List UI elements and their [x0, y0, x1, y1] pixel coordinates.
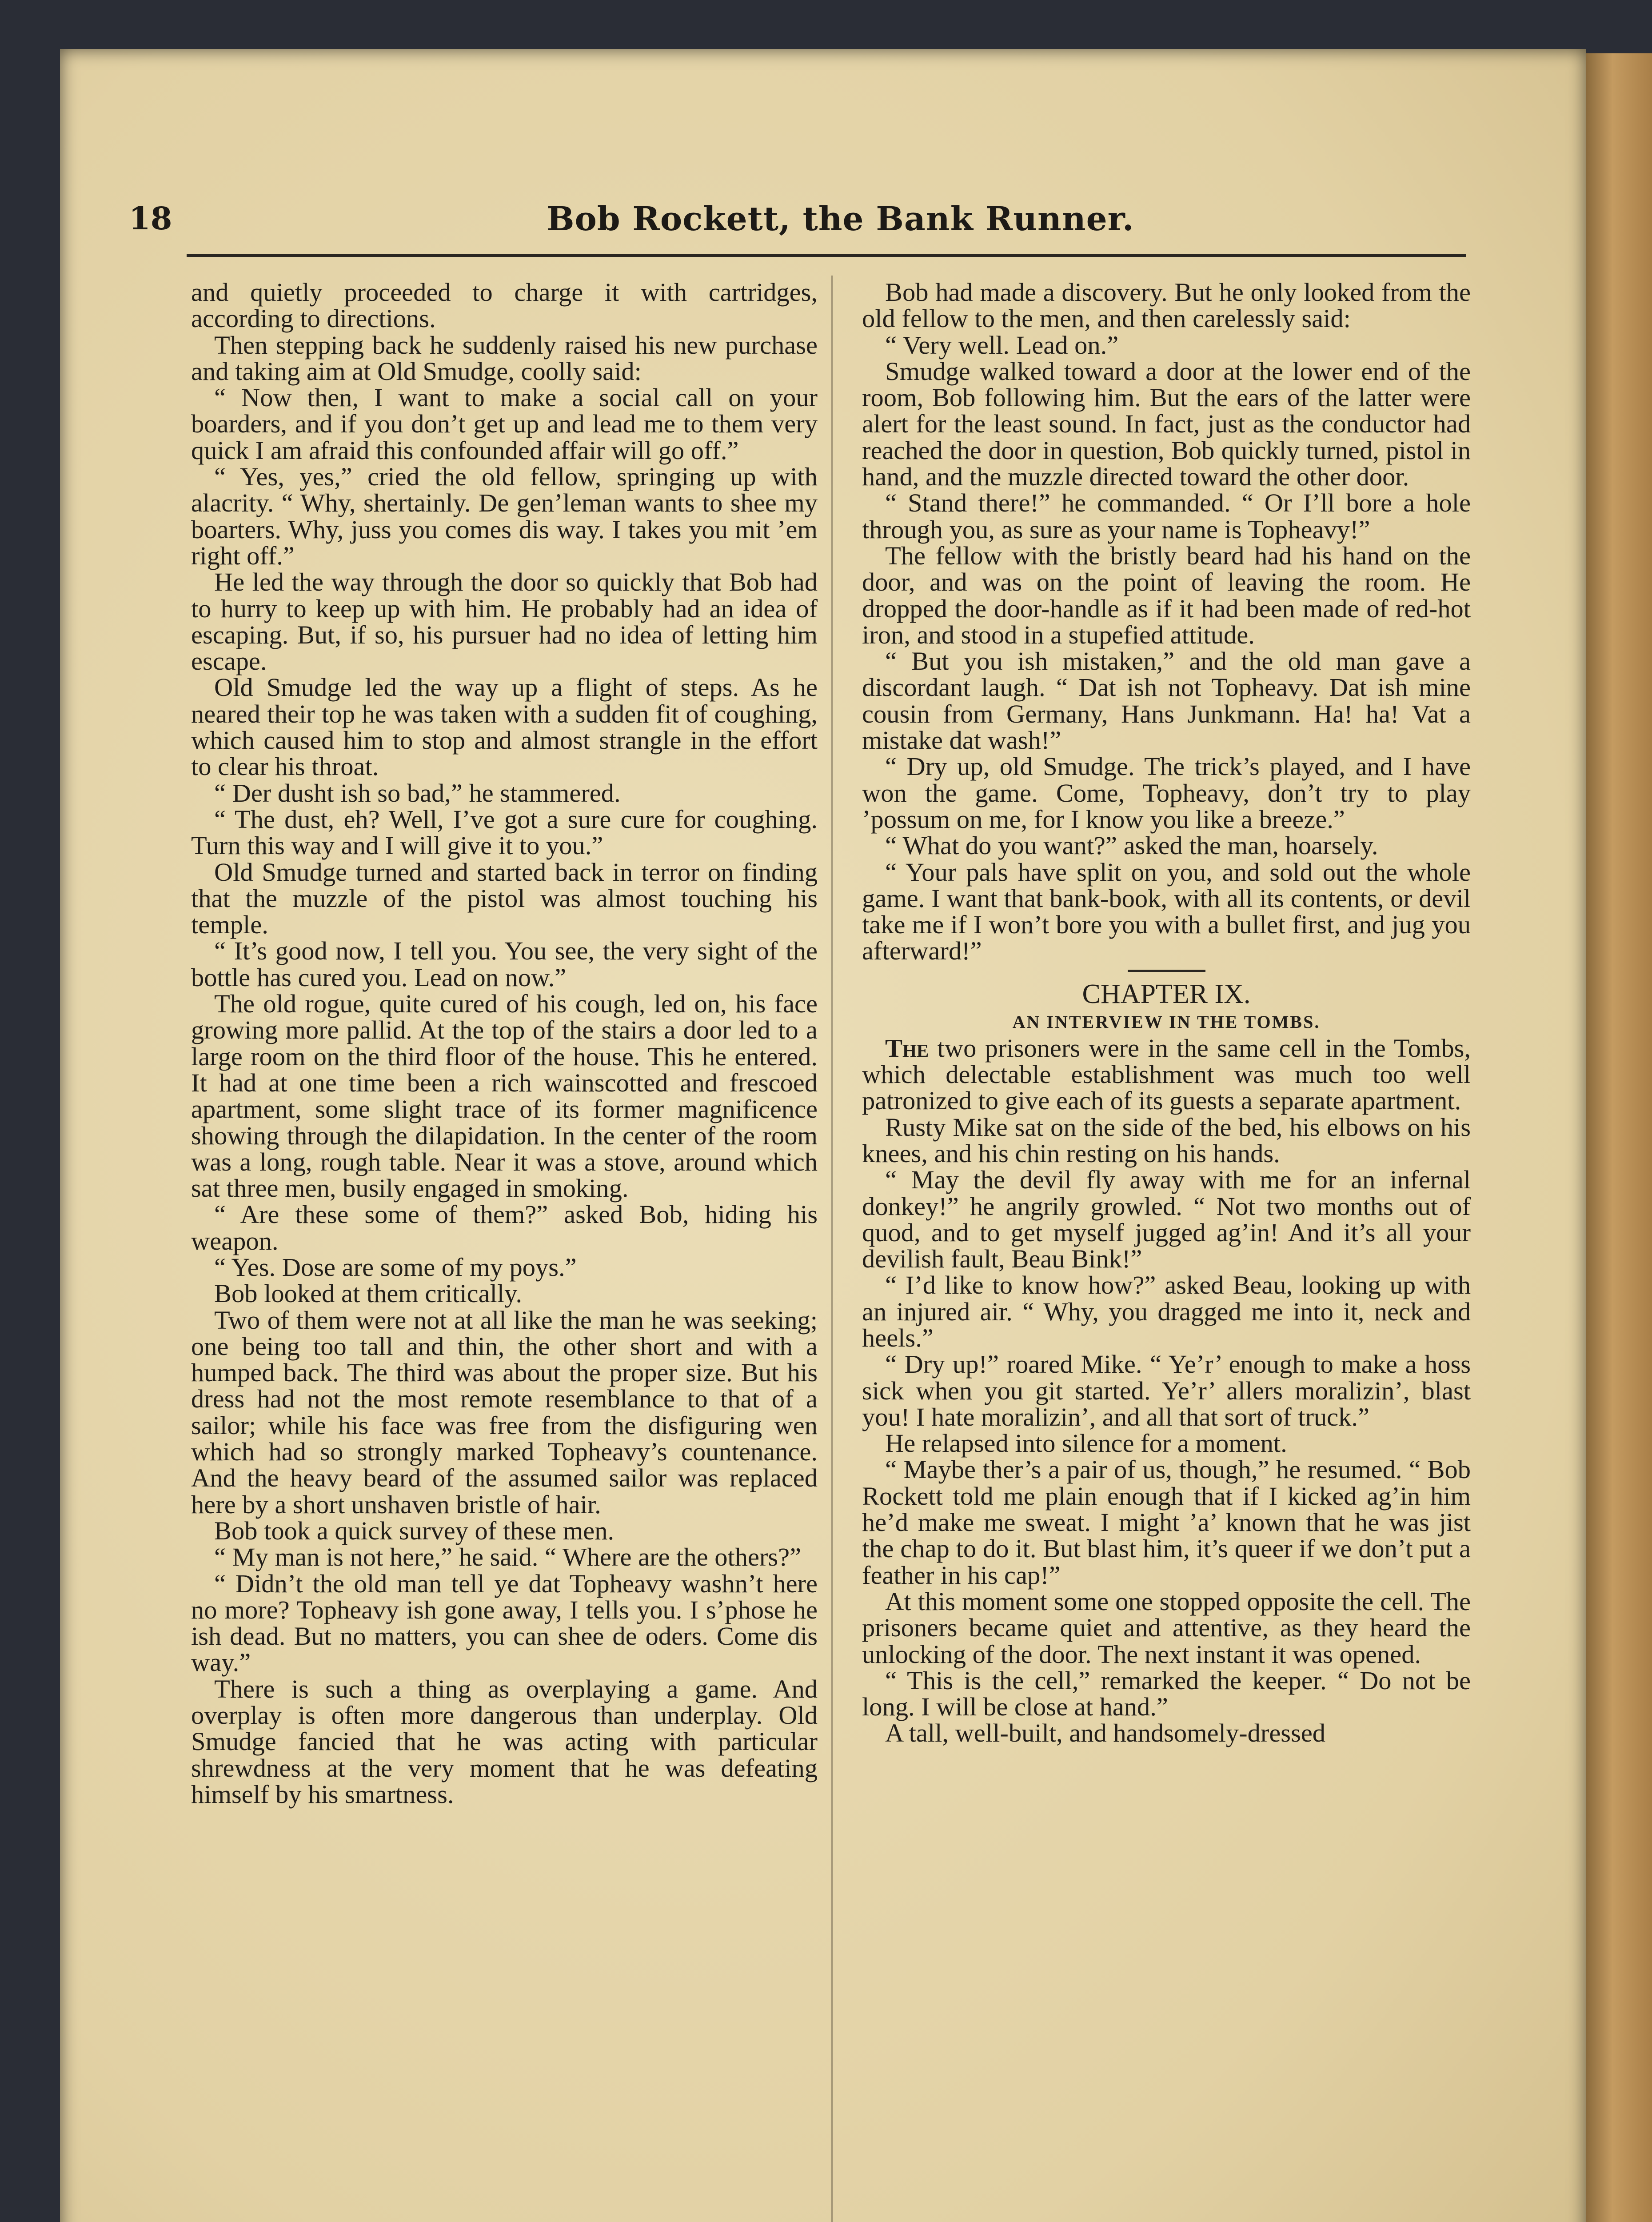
- chapter-lead-word: The: [885, 1033, 929, 1063]
- paragraph: Smudge walked toward a door at the lower end of the room, Bob following him. But the ears of the latter were alert for the least sound. In fact, just as the conductor had reached the door in question, Bob quickly turned, pistol in hand, and the muzzle directed toward the other door.: [862, 356, 1471, 492]
- paragraph: Old Smudge led the way up a flight of steps. As he neared their top he was taken with a sudden fit of coughing, which caused him to stop and almost strangle in the effort to clear his throat.: [191, 673, 818, 781]
- right-column: [862, 279, 1471, 1746]
- paragraph: “ I’d like to know how?” asked Beau, looking up with an injured air. “ Why, you dragged me into it, neck and heels.”: [862, 1271, 1471, 1352]
- paragraph: Then stepping back he suddenly raised his new purchase and taking aim at Old Smudge, coolly said:: [191, 330, 818, 386]
- paragraph: “ Dry up!” roared Mike. “ Ye’r’ enough to make a hoss sick when you git started. Ye’r’ allers moralizin’, blast you! I hate moralizin’, and all that sort of truck.”: [862, 1350, 1471, 1431]
- paragraph: There is such a thing as overplaying a game. And overplay is often more dangerous than underplay. Old Smudge fancied that he was acting with particular shrewdness at the very moment that he was defeating himself by his smartness.: [191, 1674, 818, 1809]
- paragraph: “ Yes, yes,” cried the old fellow, springing up with alacrity. “ Why, shertainly. De gen’leman wants to shee my boarters. Why, juss you comes dis way. I takes you mit ’em right off.”: [191, 462, 818, 570]
- paragraph: Two of them were not at all like the man he was seeking; one being too tall and thin, the other short and with a humped back. The third was about the proper size. But his dress had not the most remote resemblance to that of a sailor; while his face was free from the disfiguring wen which had so strongly marked Topheavy’s countenance. And the heavy beard of the assumed sailor was replaced here by a short unshaven bristle of hair.: [191, 1305, 818, 1519]
- paragraph: The fellow with the bristly beard had his hand on the door, and was on the point of leaving the room. He dropped the door-handle as if it had been made of red-hot iron, and stood in a stupefied attitude.: [862, 541, 1471, 649]
- paragraph: Bob looked at them critically.: [214, 1279, 523, 1308]
- page-number: 18: [129, 200, 172, 237]
- paragraph: “ The dust, eh? Well, I’ve got a sure cure for coughing. Turn this way and I will give it to you.”: [191, 804, 818, 860]
- paragraph: “ What do you want?” asked the man, hoarsely.: [885, 831, 1378, 860]
- chapter-first-paragraph: [862, 1035, 1471, 1114]
- header-rule: [187, 254, 1466, 257]
- paragraph: “ It’s good now, I tell you. You see, the very sight of the bottle has cured you. Lead on now.”: [191, 936, 818, 992]
- paragraph: “ Didn’t the old man tell ye dat Topheavy washn’t here no more? Topheavy ish gone away, I tells you. I s’phose he ish dead. But no matters, you can shee de oders. Come dis way.”: [191, 1569, 818, 1677]
- facing-page-edge: [1586, 53, 1652, 2222]
- right-column-after-chapter: [862, 1114, 1471, 1746]
- paragraph: At this moment some one stopped opposite the cell. The prisoners became quiet and attentive, as they heard the unlocking of the door. The next instant it was opened.: [862, 1587, 1471, 1669]
- chapter-first-paragraph-text: two prisoners were in the same cell in the Tombs, which delectable establishment was much too well patronized to give each of its guests a separate apartment.: [862, 1033, 1471, 1115]
- paragraph: “ But you ish mistaken,” and the old man gave a discordant laugh. “ Dat ish not Topheavy. Dat ish mine cousin from Germany, Hans Junkmann. Ha! ha! Vat a mistake dat wash!”: [862, 647, 1471, 755]
- paragraph: A tall, well-built, and handsomely-dressed: [885, 1718, 1326, 1748]
- paragraph: “ Very well. Lead on.”: [885, 330, 1119, 360]
- paragraph: “ This is the cell,” remarked the keeper. “ Do not be long. I will be close at hand.”: [862, 1666, 1471, 1722]
- paragraph: “ May the devil fly away with me for an infernal donkey!” he angrily growled. “ Not two months out of quod, and to get myself jugged ag’in! And it’s all your devilish fault, Beau Bink!”: [862, 1165, 1471, 1274]
- paragraph: “ Now then, I want to make a social call on your boarders, and if you don’t get up and lead me to them very quick I am afraid this confounded affair will go off.”: [191, 383, 818, 465]
- paragraph: “ Maybe ther’s a pair of us, though,” he resumed. “ Bob Rockett told me plain enough that if I kicked ag’in him he’d make me sweat. I might ’a’ known that he was jist the chap to do it. But blast him, it’s queer if we don’t put a feather in his cap!”: [862, 1455, 1471, 1590]
- chapter-title: CHAPTER IX.: [1082, 979, 1251, 1009]
- paragraph: Rusty Mike sat on the side of the bed, his elbows on his knees, and his chin resting on his hands.: [862, 1112, 1471, 1168]
- section-rule: [1128, 970, 1205, 972]
- paragraph: “ Are these some of them?” asked Bob, hiding his weapon.: [191, 1200, 818, 1255]
- paragraph: “ My man is not here,” he said. “ Where are the others?”: [214, 1543, 802, 1572]
- paragraph: and quietly proceeded to charge it with cartridges, according to directions.: [191, 278, 818, 333]
- paragraph: “ Yes. Dose are some of my poys.”: [214, 1252, 577, 1282]
- paragraph: Old Smudge turned and started back in terror on finding that the muzzle of the pistol was almost touching his temple.: [191, 857, 818, 939]
- paragraph: “ Stand there!” he commanded. “ Or I’ll bore a hole through you, as sure as your name is Topheavy!”: [862, 488, 1471, 544]
- paragraph: “ Dry up, old Smudge. The trick’s played, and I have won the game. Come, Topheavy, don’t try to play ’possum on me, for I know you like a breeze.”: [862, 752, 1471, 834]
- right-column-before-chapter: [862, 279, 1471, 964]
- chapter-subtitle: AN INTERVIEW IN THE TOMBS.: [1012, 1011, 1321, 1032]
- paragraph: The old rogue, quite cured of his cough, led on, his face growing more pallid. At the top of the stairs a door led to a large room on the third floor of the house. This he entered. It had at one time been a rich wainscotted and frescoed apartment, some slight trace of its former magnificence showing through the dilapidation. In the center of the room was a long, rough table. Near it was a stove, around which sat three men, busily engaged in smoking.: [191, 989, 818, 1203]
- left-column: [191, 279, 818, 1807]
- paragraph: Bob took a quick survey of these men.: [214, 1516, 615, 1545]
- page-header: [129, 200, 1266, 249]
- paragraph: “ Der dusht ish so bad,” he stammered.: [214, 778, 621, 807]
- paragraph: “ Your pals have split on you, and sold out the whole game. I want that bank-book, with all its contents, or devil take me if I won’t bore you with a bullet first, and jug you afterward!”: [862, 857, 1471, 966]
- paragraph: Bob had made a discovery. But he only looked from the old fellow to the men, and then carelessly said:: [862, 278, 1471, 333]
- column-divider: [831, 276, 833, 2222]
- running-title: Bob Rockett, the Bank Runner.: [547, 200, 1134, 238]
- paragraph: He relapsed into silence for a moment.: [885, 1429, 1287, 1458]
- paragraph: He led the way through the door so quickly that Bob had to hurry to keep up with him. He probably had an idea of escaping. But, if so, his pursuer had no idea of letting him escape.: [191, 567, 818, 676]
